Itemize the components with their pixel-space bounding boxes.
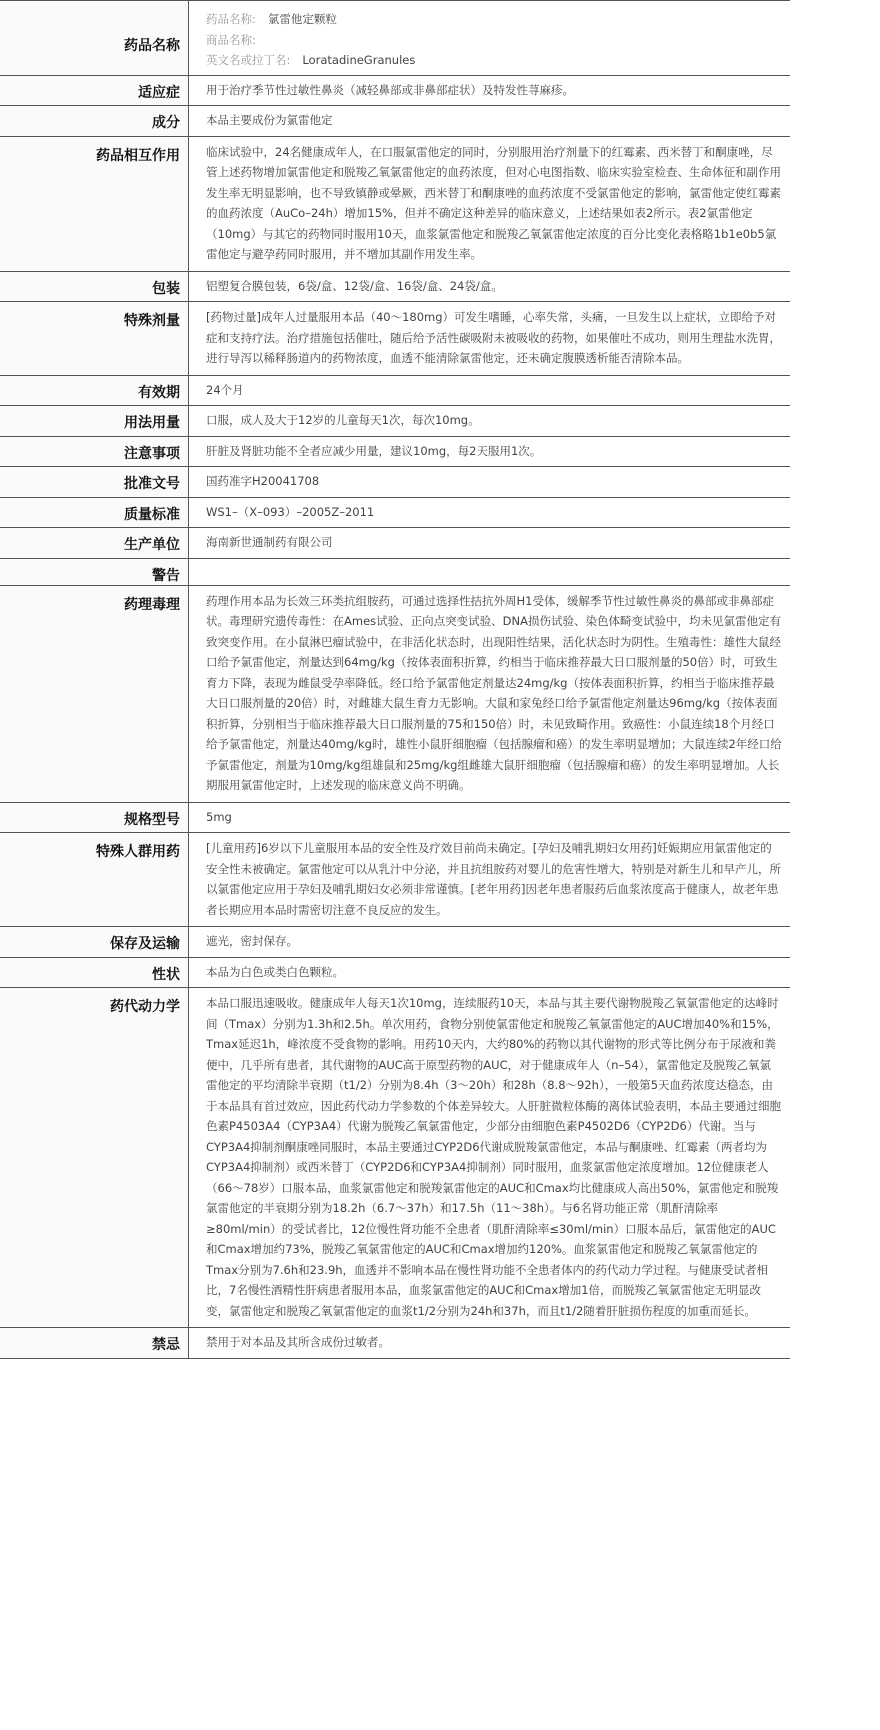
generic-name-key: 药品名称: xyxy=(206,12,256,26)
row-specification xyxy=(0,802,790,833)
row-value: 本品为白色或类白色颗粒。 xyxy=(189,957,791,988)
row-value: 用于治疗季节性过敏性鼻炎（减轻鼻部或非鼻部症状）及特发性荨麻疹。 xyxy=(189,75,791,106)
row-value: 肝脏及肾脏功能不全者应减少用量，建议10mg，每2天服用1次。 xyxy=(189,436,791,467)
row-value: 5mg xyxy=(189,802,791,833)
row-label: 特殊人群用药 xyxy=(0,833,189,927)
row-appearance xyxy=(0,957,790,988)
row-value: 本品主要成份为氯雷他定 xyxy=(189,106,791,137)
row-label: 注意事项 xyxy=(0,436,189,467)
row-label: 批准文号 xyxy=(0,467,189,498)
row-label: 规格型号 xyxy=(0,802,189,833)
row-manufacturer xyxy=(0,528,790,559)
row-interactions xyxy=(0,136,790,271)
row-label: 性状 xyxy=(0,957,189,988)
row-label: 药品相互作用 xyxy=(0,136,189,271)
row-value: 本品口服迅速吸收。健康成年人每天1次10mg，连续服药10天，本品与其主要代谢物脱羧乙氧氯雷他定的达峰时间（Tmax）分别为1.3h和2.5h。单次用药，食物分别使氯雷他定和脱羧乙氧氯雷他定的AUC增加40%和15%，Tmax延迟1h，峰浓度不受食物的影响。用药10天内，大约80%的药物以其代谢物的形式等比例分布于尿液和粪便中，几乎所有患者，其代谢物的AUC高于原型药物的AUC，对于健康成年人（n–54），氯雷他定及脱羧乙氧氯雷他定的平均清除半衰期（t1/2）分别为8.4h（3～20h）和28h（8.8～92h），一般第5天血药浓度达稳态，由于本品具有首过效应，因此药代动力学参数的个体差异较大。人肝脏微粒体酶的离体试验表明，本品主要通过细胞色素P4503A4（CYP3A4）代谢为脱羧乙氧氯雷他定，少部分由细胞色素P4502D6（CYP2D6）代谢。当与CYP3A4抑制剂酮康唑同服时，本品主要通过CYP2D6代谢成脱羧氯雷他定，本品与酮康唑、红霉素（两者均为CYP3A4抑制剂）或西米替丁（CYP2D6和CYP3A4抑制剂）同时服用，血浆氯雷他定浓度增加。12位健康老人（66～78岁）口服本品，血浆氯雷他定和脱羧氯雷他定的AUC和Cmax均比健康成人高出50%，氯雷他定和脱羧氯雷他定的半衰期分别为18.2h（6.7～37h）和17.5h（11～38h）。与6名肾功能正常（肌酐清除率≥80ml/min）的受试者比，12位慢性肾功能不全患者（肌酐清除率≤30ml/min）口服本品后，氯雷他定的AUC和Cmax增加约73%，脱羧乙氧氯雷他定的AUC和Cmax增加约120%。血浆氯雷他定和脱羧乙氧氯雷他定的Tmax分别为7.6h和23.9h，血透并不影响本品在慢性肾功能不全患者体内的药代动力学过程。与健康受试者相比，7名慢性酒精性肝病患者服用本品，血浆氯雷他定的AUC和Cmax增加1倍，而脱羧乙氧氯雷他定无明显改变，氯雷他定和脱羧乙氧氯雷他定的血浆t1/2分别为24h和37h，而且t1/2随着肝脏损伤程度的加重而延长。 xyxy=(189,988,791,1328)
row-value: 国药准字H20041708 xyxy=(189,467,791,498)
row-value: 口服，成人及大于12岁的儿童每天1次，每次10mg。 xyxy=(189,406,791,437)
english-name-key: 英文名或拉丁名: xyxy=(206,53,291,67)
row-label: 特殊剂量 xyxy=(0,302,189,376)
row-value: WS1–（X–093）–2005Z–2011 xyxy=(189,497,791,528)
row-approval-number xyxy=(0,467,790,498)
row-label: 适应症 xyxy=(0,75,189,106)
row-pharmacology xyxy=(0,585,790,802)
english-name-line xyxy=(206,50,782,71)
row-label: 禁忌 xyxy=(0,1328,189,1359)
row-label: 用法用量 xyxy=(0,406,189,437)
row-value: 药理作用本品为长效三环类抗组胺药，可通过选择性拮抗外周H1受体，缓解季节性过敏性鼻炎的鼻部或非鼻部症状。毒理研究遗传毒性：在Ames试验、正向点突变试验、DNA损伤试验、染色体畸变试验中，均未见氯雷他定有致突变作用。在小鼠淋巴瘤试验中，在非活化状态时，出现阳性结果，活化状态时为阴性。生殖毒性：雄性大鼠经口给予氯雷他定，剂量达到64mg/kg（按体表面积折算，约相当于临床推荐最大日口服剂量的50倍）时，可致生育力下降，表现为雌鼠受孕率降低。经口给予氯雷他定剂量达24mg/kg（按体表面积折算，约相当于临床推荐最大日口服剂量的20倍）时，对雌雄大鼠生育力无影响。大鼠和家兔经口给予氯雷他定剂量达96mg/kg（按体表面积折算，分别相当于临床推荐最大日口服剂量的75和150倍）时，未见致畸作用。致癌性：小鼠连续18个月经口给予氯雷他定，剂量达40mg/kg时，雄性小鼠肝细胞瘤（包括腺瘤和癌）的发生率明显增加；大鼠连续2年经口给予氯雷他定，剂量为10mg/kg组雄鼠和25mg/kg组雌雄大鼠肝细胞瘤（包括腺瘤和癌）的发生率明显增加。人长期服用氯雷他定时，上述发现的临床意义尚不明确。 xyxy=(189,585,791,802)
row-label: 保存及运输 xyxy=(0,927,189,958)
row-value xyxy=(189,558,791,585)
row-value: 临床试验中，24名健康成年人，在口服氯雷他定的同时，分别服用治疗剂量下的红霉素、西米替丁和酮康唑，尽管上述药物增加氯雷他定和脱羧乙氧氯雷他定的血药浓度，但对心电图指数、临床实验室检查、生命体征和副作用发生率无明显影响，也不导致镇静或晕厥，西米替丁和酮康唑的血药浓度不受氯雷他定的影响，氯雷他定使红霉素的血药浓度（AuCo–24h）增加15%，但并不确定这种差异的临床意义，上述结果如表2所示。表2氯雷他定（10mg）与其它的药物同时服用10天，血浆氯雷他定和脱羧乙氧氯雷他定浓度的百分比变化表格略1b1e0b5氯雷他定与避孕药同时服用，并不增加其副作用发生率。 xyxy=(189,136,791,271)
row-ingredients xyxy=(0,106,790,137)
row-label: 包装 xyxy=(0,271,189,302)
row-value: 遮光，密封保存。 xyxy=(189,927,791,958)
row-label: 成分 xyxy=(0,106,189,137)
trade-name-line xyxy=(206,30,782,51)
row-value: 铝塑复合膜包装，6袋/盒、12袋/盒、16袋/盒、24袋/盒。 xyxy=(189,271,791,302)
row-special-populations xyxy=(0,833,790,927)
row-value: 24个月 xyxy=(189,375,791,406)
row-precautions xyxy=(0,436,790,467)
english-name-value: LoratadineGranules xyxy=(302,53,416,67)
row-value: 海南新世通制药有限公司 xyxy=(189,528,791,559)
row-label: 有效期 xyxy=(0,375,189,406)
row-label: 药代动力学 xyxy=(0,988,189,1328)
row-pharmacokinetics xyxy=(0,988,790,1328)
row-label: 药品名称 xyxy=(0,1,189,76)
generic-name-value: 氯雷他定颗粒 xyxy=(267,12,337,26)
row-warning xyxy=(0,558,790,585)
row-label: 生产单位 xyxy=(0,528,189,559)
row-drug-name xyxy=(0,1,790,76)
row-usage xyxy=(0,406,790,437)
row-packaging xyxy=(0,271,790,302)
row-value: 禁用于对本品及其所含成份过敏者。 xyxy=(189,1328,791,1359)
row-quality-standard xyxy=(0,497,790,528)
row-special-dosage xyxy=(0,302,790,376)
row-value: [儿童用药]6岁以下儿童服用本品的安全性及疗效目前尚未确定。[孕妇及哺乳期妇女用药]妊娠期应用氯雷他定的安全性未被确定。氯雷他定可以从乳汁中分泌，并且抗组胺药对婴儿的危害性增大，特别是对新生儿和早产儿，所以氯雷他定应用于孕妇及哺乳期妇女必须非常谨慎。[老年用药]因老年患者服药后血浆浓度高于健康人，故老年患者长期应用本品时需密切注意不良反应的发生。 xyxy=(189,833,791,927)
row-storage xyxy=(0,927,790,958)
row-label: 质量标准 xyxy=(0,497,189,528)
row-indication xyxy=(0,75,790,106)
row-contraindications xyxy=(0,1328,790,1359)
drug-names xyxy=(189,1,791,76)
row-label: 药理毒理 xyxy=(0,585,189,802)
row-value: [药物过量]成年人过量服用本品（40～180mg）可发生嗜睡，心率失常，头痛，一旦发生以上症状，立即给予对症和支持疗法。治疗措施包括催吐，随后给予活性碳吸附未被吸收的药物，如果催吐不成功，则用生理盐水洗胃，进行导泻以稀释肠道内的药物浓度，血透不能清除氯雷他定，还未确定腹膜透析能否清除本品。 xyxy=(189,302,791,376)
generic-name-line xyxy=(206,9,782,30)
row-shelf-life xyxy=(0,375,790,406)
row-label: 警告 xyxy=(0,558,189,585)
trade-name-key: 商品名称: xyxy=(206,32,256,47)
